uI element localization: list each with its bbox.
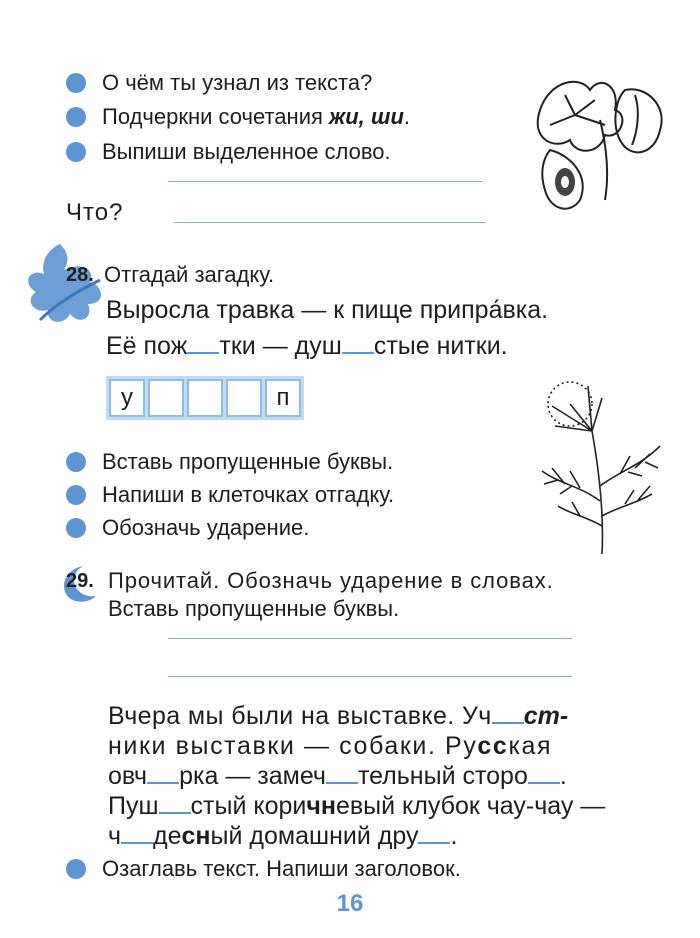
blank-input[interactable] <box>326 764 358 784</box>
bullet-icon <box>66 142 86 162</box>
text-line-1: Вчера мы были на выставке. Уч ст- <box>108 702 569 730</box>
bullet-icon <box>66 452 86 472</box>
riddle-line-1: Выросла травка — к пище припра́вка. <box>106 296 549 324</box>
underline-suffix: . <box>403 104 411 129</box>
blank-input[interactable] <box>121 824 153 844</box>
grid-cell[interactable]: п <box>265 379 301 417</box>
task-write-word: Выпиши выделенное слово. <box>66 139 391 165</box>
underline-prefix: Подчеркни сочетания <box>102 104 330 129</box>
blank-input[interactable] <box>528 764 560 784</box>
text-line-4: Пуш стый коричневый клубок чау-чау — <box>108 792 606 820</box>
bullet-icon <box>66 518 86 538</box>
task-title-text: Озаглавь текст. Напиши заголовок. <box>66 856 461 882</box>
answer-line[interactable] <box>168 181 482 182</box>
text-line-3: овч рка — замеч тельный сторо . <box>108 762 567 790</box>
exercise-29-instruction-2: Вставь пропущенные буквы. <box>108 596 400 621</box>
blank-input[interactable] <box>147 764 179 784</box>
exercise-29-number: 29. <box>66 570 94 592</box>
grid-cell[interactable] <box>148 379 184 417</box>
blank-input[interactable] <box>418 824 450 844</box>
fig-illustration <box>520 70 670 216</box>
underline-highlight: жи, ши <box>329 104 404 129</box>
bullet-icon <box>66 73 86 93</box>
bullet-icon <box>66 107 86 127</box>
task-mark-stress: Обозначь ударение. <box>66 515 309 541</box>
page-number: 16 <box>336 890 364 917</box>
grid-cell[interactable] <box>226 379 262 417</box>
answer-line[interactable] <box>174 222 486 223</box>
blank-input[interactable] <box>187 334 219 354</box>
text-line-2: ники выставки — собаки. Русская <box>108 732 553 760</box>
what-label: Что? <box>66 199 124 226</box>
grid-cell[interactable]: у <box>109 379 145 417</box>
answer-grid <box>106 376 304 420</box>
blank-input[interactable] <box>492 704 524 724</box>
grid-cell[interactable] <box>187 379 223 417</box>
task-write-answer: Напиши в клеточках отгадку. <box>66 482 394 508</box>
bullet-icon <box>66 485 86 505</box>
exercise-29-instruction-1: Прочитай. Обозначь ударение в словах. <box>108 568 554 593</box>
answer-line[interactable] <box>168 638 572 639</box>
blank-input[interactable] <box>342 334 374 354</box>
task-insert-letters: Вставь пропущенные буквы. <box>66 449 393 475</box>
bullet-icon <box>66 859 86 879</box>
blank-input[interactable] <box>159 794 191 814</box>
answer-line[interactable] <box>168 676 572 677</box>
exercise-28-title: Отгадай загадку. <box>104 262 275 287</box>
text-line-5: ч десный домашний дру . <box>108 822 458 850</box>
dill-illustration <box>530 376 670 556</box>
exercise-28-number: 28. <box>66 264 94 286</box>
task-underline <box>66 104 410 130</box>
task-about-text: О чём ты узнал из текста? <box>66 70 372 96</box>
riddle-line-2: Её пож тки — душ стые нитки. <box>106 332 508 360</box>
leaf-icon <box>20 240 108 330</box>
